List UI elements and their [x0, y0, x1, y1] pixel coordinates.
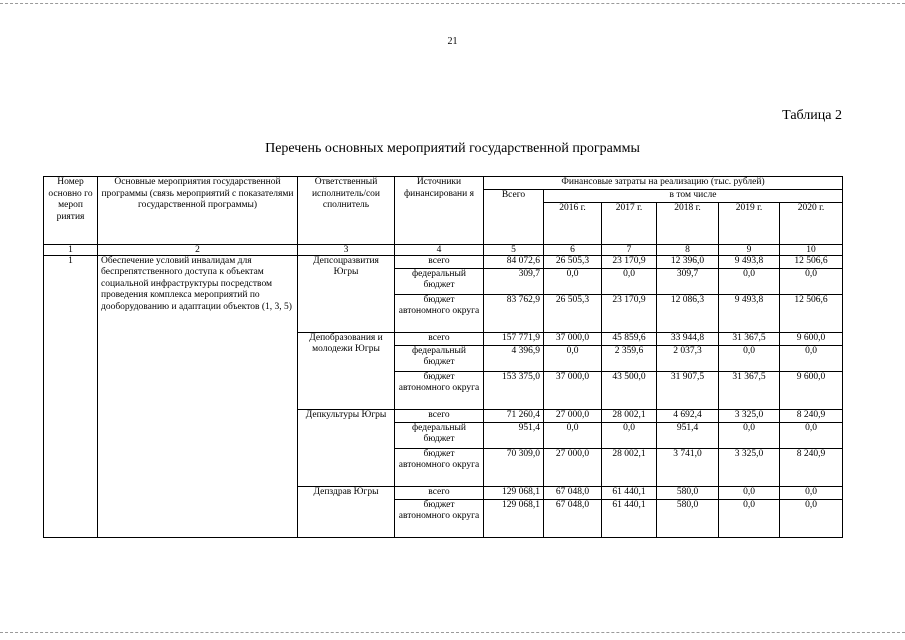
value-total: 70 309,0: [484, 448, 544, 486]
value-year: 0,0: [719, 345, 780, 371]
table-row: [44, 255, 843, 268]
column-number-row: [44, 244, 843, 255]
funding-source: бюджет автономного округа: [395, 371, 484, 409]
column-number: 1: [44, 244, 98, 255]
funding-source: бюджет автономного округа: [395, 294, 484, 332]
header-total: Всего: [484, 190, 544, 245]
value-total: 129 068,1: [484, 486, 544, 499]
executor-name: Депобразования и молодежи Югры: [298, 332, 395, 409]
header-including: в том числе: [544, 190, 843, 203]
value-year: 0,0: [719, 499, 780, 537]
header-row-1: [44, 177, 843, 190]
value-year: 0,0: [719, 486, 780, 499]
value-year: 0,0: [780, 486, 843, 499]
column-number: 2: [98, 244, 298, 255]
value-year: 37 000,0: [544, 371, 602, 409]
value-year: 0,0: [780, 268, 843, 294]
funding-source: федеральный бюджет: [395, 422, 484, 448]
activities-table: [43, 176, 843, 538]
value-year: 12 506,6: [780, 294, 843, 332]
value-year: 0,0: [780, 345, 843, 371]
value-year: 33 944,8: [657, 332, 719, 345]
header-year: 2020 г.: [780, 202, 843, 244]
value-year: 61 440,1: [602, 486, 657, 499]
column-number: 5: [484, 244, 544, 255]
column-number: 10: [780, 244, 843, 255]
value-year: 9 600,0: [780, 332, 843, 345]
value-year: 309,7: [657, 268, 719, 294]
value-total: 129 068,1: [484, 499, 544, 537]
column-number: 3: [298, 244, 395, 255]
header-year: 2016 г.: [544, 202, 602, 244]
column-number: 4: [395, 244, 484, 255]
value-year: 0,0: [544, 345, 602, 371]
value-year: 0,0: [719, 422, 780, 448]
funding-source: бюджет автономного округа: [395, 499, 484, 537]
value-year: 3 741,0: [657, 448, 719, 486]
column-number: 8: [657, 244, 719, 255]
value-year: 23 170,9: [602, 294, 657, 332]
value-year: 31 367,5: [719, 371, 780, 409]
value-year: 31 907,5: [657, 371, 719, 409]
value-year: 0,0: [602, 422, 657, 448]
executor-name: Депкультуры Югры: [298, 409, 395, 486]
value-total: 951,4: [484, 422, 544, 448]
header-financial: Финансовые затраты на реализацию (тыс. рублей): [484, 177, 843, 190]
value-year: 951,4: [657, 422, 719, 448]
value-year: 580,0: [657, 499, 719, 537]
funding-source: всего: [395, 486, 484, 499]
header-number: Номер основно го мероп риятия: [44, 177, 98, 245]
value-year: 12 506,6: [780, 255, 843, 268]
funding-source: федеральный бюджет: [395, 345, 484, 371]
value-year: 31 367,5: [719, 332, 780, 345]
table-label: Таблица 2: [782, 108, 842, 123]
value-year: 26 505,3: [544, 294, 602, 332]
value-year: 9 493,8: [719, 294, 780, 332]
executor-name: Депздрав Югры: [298, 486, 395, 537]
header-year: 2018 г.: [657, 202, 719, 244]
value-year: 8 240,9: [780, 448, 843, 486]
value-year: 0,0: [602, 268, 657, 294]
funding-source: всего: [395, 332, 484, 345]
value-year: 4 692,4: [657, 409, 719, 422]
value-year: 8 240,9: [780, 409, 843, 422]
value-total: 4 396,9: [484, 345, 544, 371]
scan-edge-bottom: [0, 632, 905, 633]
header-activities: Основные мероприятия государственной программы (связь мероприятий с показателями государственной программы): [98, 177, 298, 245]
value-year: 67 048,0: [544, 499, 602, 537]
funding-source: всего: [395, 409, 484, 422]
header-executor: Ответственный исполнитель/сои сполнитель: [298, 177, 395, 245]
activity-description: Обеспечение условий инвалидам для беспрепятственного доступа к объектам социальной инфраструктуры посредством проведения комплекса мероприятий по дооборудованию и адаптации объектов (1, 3, 5): [98, 255, 298, 537]
value-total: 153 375,0: [484, 371, 544, 409]
activity-number: 1: [44, 255, 98, 537]
value-year: 23 170,9: [602, 255, 657, 268]
value-year: 27 000,0: [544, 448, 602, 486]
value-year: 2 359,6: [602, 345, 657, 371]
value-year: 9 600,0: [780, 371, 843, 409]
value-year: 2 037,3: [657, 345, 719, 371]
funding-source: всего: [395, 255, 484, 268]
value-year: 28 002,1: [602, 448, 657, 486]
value-year: 12 086,3: [657, 294, 719, 332]
value-year: 9 493,8: [719, 255, 780, 268]
column-number: 9: [719, 244, 780, 255]
value-total: 309,7: [484, 268, 544, 294]
executor-name: Депсоцразвития Югры: [298, 255, 395, 332]
value-year: 0,0: [544, 422, 602, 448]
value-total: 157 771,9: [484, 332, 544, 345]
value-year: 0,0: [780, 422, 843, 448]
value-year: 27 000,0: [544, 409, 602, 422]
column-number: 6: [544, 244, 602, 255]
value-year: 580,0: [657, 486, 719, 499]
value-year: 67 048,0: [544, 486, 602, 499]
value-total: 71 260,4: [484, 409, 544, 422]
scan-edge-top: [0, 3, 905, 4]
value-total: 84 072,6: [484, 255, 544, 268]
value-year: 3 325,0: [719, 448, 780, 486]
header-sources: Источники финансировани я: [395, 177, 484, 245]
value-year: 0,0: [719, 268, 780, 294]
value-year: 0,0: [544, 268, 602, 294]
funding-source: бюджет автономного округа: [395, 448, 484, 486]
value-year: 12 396,0: [657, 255, 719, 268]
header-year: 2017 г.: [602, 202, 657, 244]
value-year: 26 505,3: [544, 255, 602, 268]
value-year: 3 325,0: [719, 409, 780, 422]
document-title: Перечень основных мероприятий государственной программы: [265, 141, 640, 156]
page-number: 21: [447, 36, 458, 47]
value-year: 0,0: [780, 499, 843, 537]
value-year: 45 859,6: [602, 332, 657, 345]
header-year: 2019 г.: [719, 202, 780, 244]
value-year: 43 500,0: [602, 371, 657, 409]
funding-source: федеральный бюджет: [395, 268, 484, 294]
column-number: 7: [602, 244, 657, 255]
value-year: 61 440,1: [602, 499, 657, 537]
value-total: 83 762,9: [484, 294, 544, 332]
value-year: 28 002,1: [602, 409, 657, 422]
value-year: 37 000,0: [544, 332, 602, 345]
